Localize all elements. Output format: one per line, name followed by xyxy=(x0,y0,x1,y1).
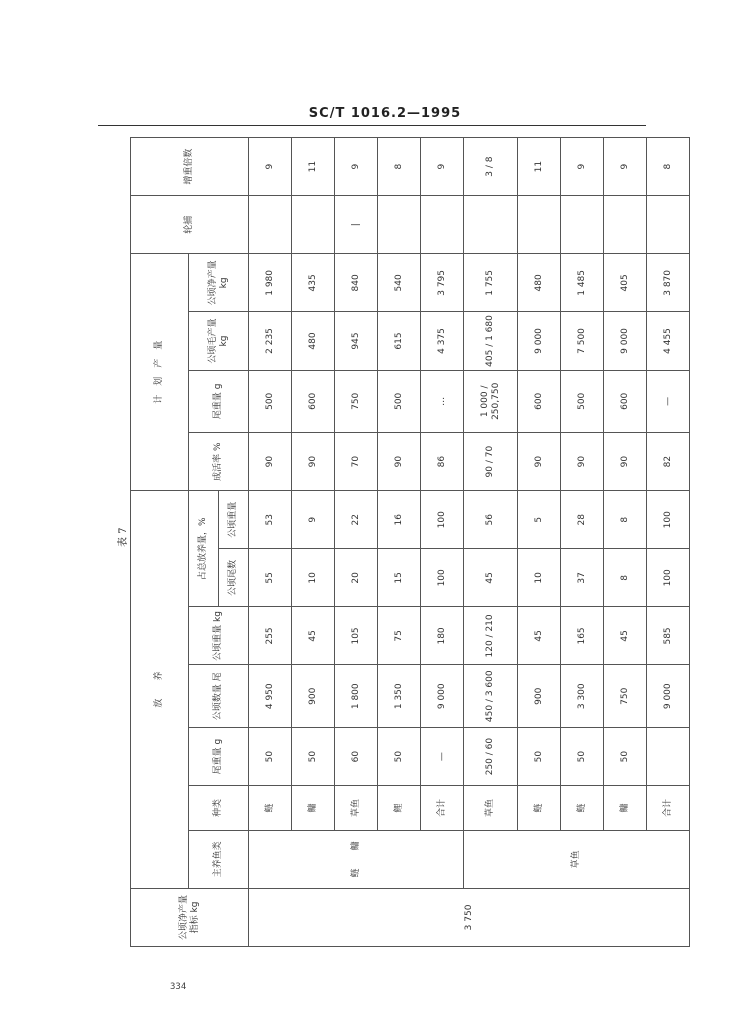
share-group-header: 占总放养量，% xyxy=(189,491,219,607)
cell-tail-weight: 50 xyxy=(561,728,604,786)
cell-rotation xyxy=(421,196,464,254)
cell-species: 鳙 xyxy=(292,786,335,831)
table-row xyxy=(464,138,518,947)
survival-header: 成活率 % xyxy=(189,433,249,491)
cell-survival: 90 xyxy=(378,433,421,491)
cell-species: 鲢 xyxy=(561,786,604,831)
cell-species: 合计 xyxy=(421,786,464,831)
cell-species: 鲢 xyxy=(518,786,561,831)
cell-multiple: 11 xyxy=(518,138,561,196)
cell-rotation: | xyxy=(335,196,378,254)
cell-rotation xyxy=(647,196,690,254)
cell-gross: 405 / 1 680 xyxy=(464,312,518,370)
cell-weight: 75 xyxy=(378,607,421,665)
main-fish-group-2: 草鱼 xyxy=(464,830,690,888)
cell-qty: 9 000 xyxy=(647,665,690,728)
cell-out-weight: 600 xyxy=(518,370,561,433)
cell-net: 3 870 xyxy=(647,254,690,312)
cell-rotation xyxy=(464,196,518,254)
cell-weight: 180 xyxy=(421,607,464,665)
cell-tail-weight: — xyxy=(421,728,464,786)
cell-rotation xyxy=(604,196,647,254)
cell-survival: 90 xyxy=(249,433,292,491)
table-row xyxy=(292,138,335,947)
cell-survival: 86 xyxy=(421,433,464,491)
cell-weight: 255 xyxy=(249,607,292,665)
cell-share-qty: 37 xyxy=(561,549,604,607)
net-yield-value: 3 750 xyxy=(249,888,690,946)
cell-net: 1 485 xyxy=(561,254,604,312)
cell-multiple: 8 xyxy=(378,138,421,196)
cell-net: 435 xyxy=(292,254,335,312)
page-number: 334 xyxy=(170,982,187,992)
cell-gross: 2 235 xyxy=(249,312,292,370)
cell-tail-weight: 50 xyxy=(249,728,292,786)
table-row xyxy=(647,138,690,947)
header-rule xyxy=(98,125,646,126)
cell-species: 鲤 xyxy=(378,786,421,831)
multiple-header: 增重倍数 xyxy=(131,138,249,196)
cell-tail-weight: 50 xyxy=(604,728,647,786)
stocking-group-header: 放 养 xyxy=(131,491,189,889)
cell-out-weight: 500 xyxy=(249,370,292,433)
cell-survival: 82 xyxy=(647,433,690,491)
cell-out-weight: 500 xyxy=(378,370,421,433)
stocking-table xyxy=(130,137,690,947)
cell-survival: 90 xyxy=(518,433,561,491)
cell-share-weight: 28 xyxy=(561,491,604,549)
table-row xyxy=(518,138,561,947)
cell-species: 草鱼 xyxy=(335,786,378,831)
cell-survival: 90 xyxy=(292,433,335,491)
cell-share-weight: 56 xyxy=(464,491,518,549)
table-row xyxy=(421,138,464,947)
rotation-header: 轮捕 xyxy=(131,196,249,254)
cell-out-weight: 600 xyxy=(292,370,335,433)
cell-gross: 7 500 xyxy=(561,312,604,370)
cell-out-weight: 500 xyxy=(561,370,604,433)
cell-multiple: 9 xyxy=(421,138,464,196)
cell-share-weight: 8 xyxy=(604,491,647,549)
main-fish-header: 主养鱼类 xyxy=(189,830,249,888)
cell-out-weight: … xyxy=(421,370,464,433)
table-row xyxy=(335,138,378,947)
table-row xyxy=(604,138,647,947)
plan-group-header: 计 划 产 量 xyxy=(131,254,189,491)
cell-rotation xyxy=(561,196,604,254)
cell-gross: 945 xyxy=(335,312,378,370)
cell-share-qty: 8 xyxy=(604,549,647,607)
cell-tail-weight: 50 xyxy=(518,728,561,786)
cell-tail-weight: 250 / 60 xyxy=(464,728,518,786)
cell-survival: 90 / 70 xyxy=(464,433,518,491)
cell-net: 405 xyxy=(604,254,647,312)
cell-share-qty: 20 xyxy=(335,549,378,607)
cell-net: 840 xyxy=(335,254,378,312)
cell-qty: 900 xyxy=(518,665,561,728)
cell-share-qty: 45 xyxy=(464,549,518,607)
cell-weight: 45 xyxy=(518,607,561,665)
net-header: 公顷净产量 kg xyxy=(189,254,249,312)
cell-weight: 45 xyxy=(292,607,335,665)
cell-gross: 615 xyxy=(378,312,421,370)
cell-net: 3 795 xyxy=(421,254,464,312)
cell-survival: 90 xyxy=(561,433,604,491)
cell-rotation xyxy=(378,196,421,254)
cell-tail-weight: 50 xyxy=(378,728,421,786)
cell-qty: 1 350 xyxy=(378,665,421,728)
out-weight-header: 尾重量 g xyxy=(189,370,249,433)
cell-share-weight: 5 xyxy=(518,491,561,549)
cell-share-qty: 10 xyxy=(518,549,561,607)
table-row xyxy=(378,138,421,947)
cell-species: 鲢 xyxy=(249,786,292,831)
share-weight-header: 公顷重量 xyxy=(219,491,249,549)
table-caption: 表 7 xyxy=(118,527,129,547)
cell-qty: 750 xyxy=(604,665,647,728)
cell-share-weight: 9 xyxy=(292,491,335,549)
cell-share-weight: 100 xyxy=(647,491,690,549)
cell-weight: 585 xyxy=(647,607,690,665)
cell-species: 草鱼 xyxy=(464,786,518,831)
weight-header: 公顷重量 kg xyxy=(189,607,249,665)
cell-qty: 4 950 xyxy=(249,665,292,728)
qty-header: 公顷数量 尾 xyxy=(189,665,249,728)
table-row xyxy=(561,138,604,947)
cell-survival: 90 xyxy=(604,433,647,491)
cell-share-qty: 55 xyxy=(249,549,292,607)
cell-gross: 9 000 xyxy=(604,312,647,370)
cell-share-qty: 100 xyxy=(647,549,690,607)
cell-weight: 45 xyxy=(604,607,647,665)
cell-gross: 4 455 xyxy=(647,312,690,370)
cell-qty: 450 / 3 600 xyxy=(464,665,518,728)
rotated-table-block xyxy=(118,137,673,947)
cell-tail-weight: 60 xyxy=(335,728,378,786)
cell-share-qty: 15 xyxy=(378,549,421,607)
cell-out-weight: 750 xyxy=(335,370,378,433)
cell-rotation xyxy=(249,196,292,254)
cell-net: 1 980 xyxy=(249,254,292,312)
cell-net: 480 xyxy=(518,254,561,312)
cell-share-qty: 100 xyxy=(421,549,464,607)
cell-net: 540 xyxy=(378,254,421,312)
cell-out-weight: 600 xyxy=(604,370,647,433)
cell-multiple: 3 / 8 xyxy=(464,138,518,196)
cell-share-weight: 22 xyxy=(335,491,378,549)
cell-qty: 1 800 xyxy=(335,665,378,728)
cell-gross: 480 xyxy=(292,312,335,370)
tail-weight-header: 尾重量 g xyxy=(189,728,249,786)
cell-share-qty: 10 xyxy=(292,549,335,607)
standard-code: SC/T 1016.2—1995 xyxy=(308,106,462,121)
cell-qty: 3 300 xyxy=(561,665,604,728)
net-yield-index-header: 公顷净产量指标 kg xyxy=(131,888,249,946)
gross-header: 公顷毛产量 kg xyxy=(189,312,249,370)
cell-species: 鳙 xyxy=(604,786,647,831)
cell-net: 1 755 xyxy=(464,254,518,312)
cell-survival: 70 xyxy=(335,433,378,491)
main-fish-group-1: 鲢 鳙 xyxy=(249,830,464,888)
species-header: 种类 xyxy=(189,786,249,831)
page-header xyxy=(0,106,731,126)
cell-tail-weight: 50 xyxy=(292,728,335,786)
cell-rotation xyxy=(518,196,561,254)
cell-out-weight: 1 000 / 250,750 xyxy=(464,370,518,433)
cell-multiple: 8 xyxy=(647,138,690,196)
cell-qty: 900 xyxy=(292,665,335,728)
cell-share-weight: 100 xyxy=(421,491,464,549)
cell-tail-weight xyxy=(647,728,690,786)
cell-gross: 9 000 xyxy=(518,312,561,370)
cell-multiple: 9 xyxy=(249,138,292,196)
share-qty-header: 公顷尾数 xyxy=(219,549,249,607)
cell-multiple: 9 xyxy=(604,138,647,196)
cell-species: 合计 xyxy=(647,786,690,831)
cell-weight: 105 xyxy=(335,607,378,665)
table-row xyxy=(249,138,292,947)
cell-out-weight: — xyxy=(647,370,690,433)
cell-multiple: 11 xyxy=(292,138,335,196)
cell-multiple: 9 xyxy=(561,138,604,196)
cell-share-weight: 53 xyxy=(249,491,292,549)
cell-qty: 9 000 xyxy=(421,665,464,728)
cell-gross: 4 375 xyxy=(421,312,464,370)
cell-weight: 120 / 210 xyxy=(464,607,518,665)
cell-multiple: 9 xyxy=(335,138,378,196)
cell-rotation xyxy=(292,196,335,254)
cell-share-weight: 16 xyxy=(378,491,421,549)
cell-weight: 165 xyxy=(561,607,604,665)
